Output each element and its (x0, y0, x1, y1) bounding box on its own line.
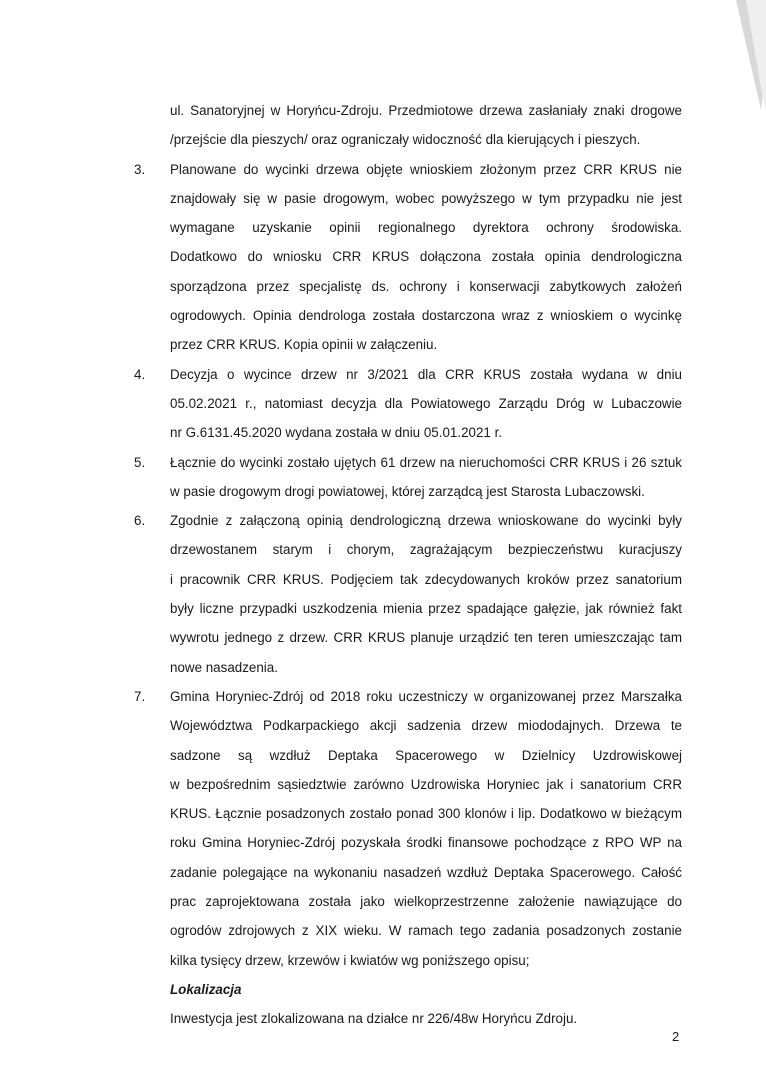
text-line: /przejście dla pieszych/ oraz ograniczały widoczność dla kierujących i pieszych. (170, 132, 641, 148)
text-line: 05.02.2021 r., natomiast decyzja dla Powiatowego Zarządu Dróg w Lubaczowie (170, 395, 682, 411)
text-line: sporządzona przez specjalistę ds. ochrony i konserwacji zabytkowych założeń (170, 278, 682, 294)
text-line: ogrodowych. Opinia dendrologa została dostarczona wraz z wnioskiem o wycinkę (170, 308, 682, 324)
text-line: Zgodnie z załączoną opinią dendrologiczną drzewa wnioskowane do wycinki były (170, 513, 682, 529)
text-line: Dodatkowo do wniosku CRR KRUS dołączona została opinia dendrologiczna (170, 249, 682, 265)
text-line: Decyzja o wycince drzew nr 3/2021 dla CRR KRUS została wydana w dniu (170, 366, 682, 382)
list-item-number: 4. (134, 366, 146, 382)
list-item-number: 7. (134, 688, 146, 704)
text-line: prac zaprojektowana została jako wielkoprzestrzenne założenie nawiązujące do (170, 894, 682, 910)
list-item (134, 155, 682, 360)
text-line: Inwestycja jest zlokalizowana na działce nr 226/48w Horyńcu Zdroju. (170, 1011, 578, 1027)
text-line: Gmina Horyniec-Zdrój od 2018 roku uczestniczy w organizowanej przez Marszałka (170, 688, 682, 704)
text-line: sadzone są wzdłuż Deptaka Spacerowego w Dzielnicy Uzdrowiskowej (170, 747, 682, 763)
text-line: Województwa Podkarpackiego akcji sadzenia drzew miododajnych. Drzewa te (170, 718, 682, 734)
list-item-number: 3. (134, 161, 146, 177)
text-line: w pasie drogowym drogi powiatowej, której zarządcą jest Starosta Lubaczowski. (170, 483, 645, 499)
text-line: przez CRR KRUS. Kopia opinii w załączeniu. (170, 337, 438, 353)
text-line: ogrodów zdrojowych z XIX wieku. W ramach tego zadania posadzonych zostanie (170, 923, 682, 939)
text-line: KRUS. Łącznie posadzonych zostało ponad 300 klonów i lip. Dodatkowo w bieżącym (170, 806, 682, 822)
text-line: były liczne przypadki uszkodzenia mienia przez spadające gałęzie, jak również fakt (170, 601, 682, 617)
scan-edge-mark (706, 0, 766, 110)
list-item (134, 448, 682, 507)
page-number: 2 (672, 1029, 680, 1044)
text-line: wymagane uzyskanie opinii regionalnego dyrektora ochrony środowiska. (170, 220, 682, 236)
text-line: i pracownik CRR KRUS. Podjęciem tak zdecydowanych kroków przez sanatorium (170, 571, 682, 587)
list-item (134, 506, 682, 682)
document-body (134, 96, 682, 1034)
text-line: kilka tysięcy drzew, krzewów i kwiatów wg poniższego opisu; (170, 952, 530, 968)
list-item (134, 360, 682, 448)
list-item-number: 5. (134, 454, 146, 470)
text-line: roku Gmina Horyniec-Zdrój pozyskała środki finansowe pochodzące z RPO WP na (170, 835, 682, 851)
text-line: znajdowały się w pasie drogowym, wobec powyższego w tym przypadku nie jest (170, 190, 682, 206)
text-line: Łącznie do wycinki zostało ujętych 61 drzew na nieruchomości CRR KRUS i 26 sztuk (170, 454, 682, 470)
text-line: wywrotu jednego z drzew. CRR KRUS planuje urządzić ten teren umieszczając tam (170, 630, 682, 646)
list-item (134, 682, 682, 975)
list-item-number: 6. (134, 513, 146, 529)
text-line: w bezpośrednim sąsiedztwie zarówno Uzdrowiska Horyniec jak i sanatorium CRR (170, 776, 682, 792)
text-line: ul. Sanatoryjnej w Horyńcu-Zdroju. Przedmiotowe drzewa zasłaniały znaki drogowe (170, 103, 682, 118)
text-line: drzewostanem starym i chorym, zagrażającym bezpieczeństwu kuracjuszy (170, 542, 682, 558)
text-line: nr G.6131.45.2020 wydana została w dniu 05.01.2021 r. (170, 425, 503, 441)
section-heading: Lokalizacja (170, 981, 242, 997)
text-line: zadanie polegające na wykonaniu nasadzeń wzdłuż Deptaka Spacerowego. Całość (170, 864, 682, 880)
text-line: nowe nasadzenia. (170, 659, 278, 675)
text-line: Planowane do wycinki drzewa objęte wnioskiem złożonym przez CRR KRUS nie (170, 161, 682, 177)
